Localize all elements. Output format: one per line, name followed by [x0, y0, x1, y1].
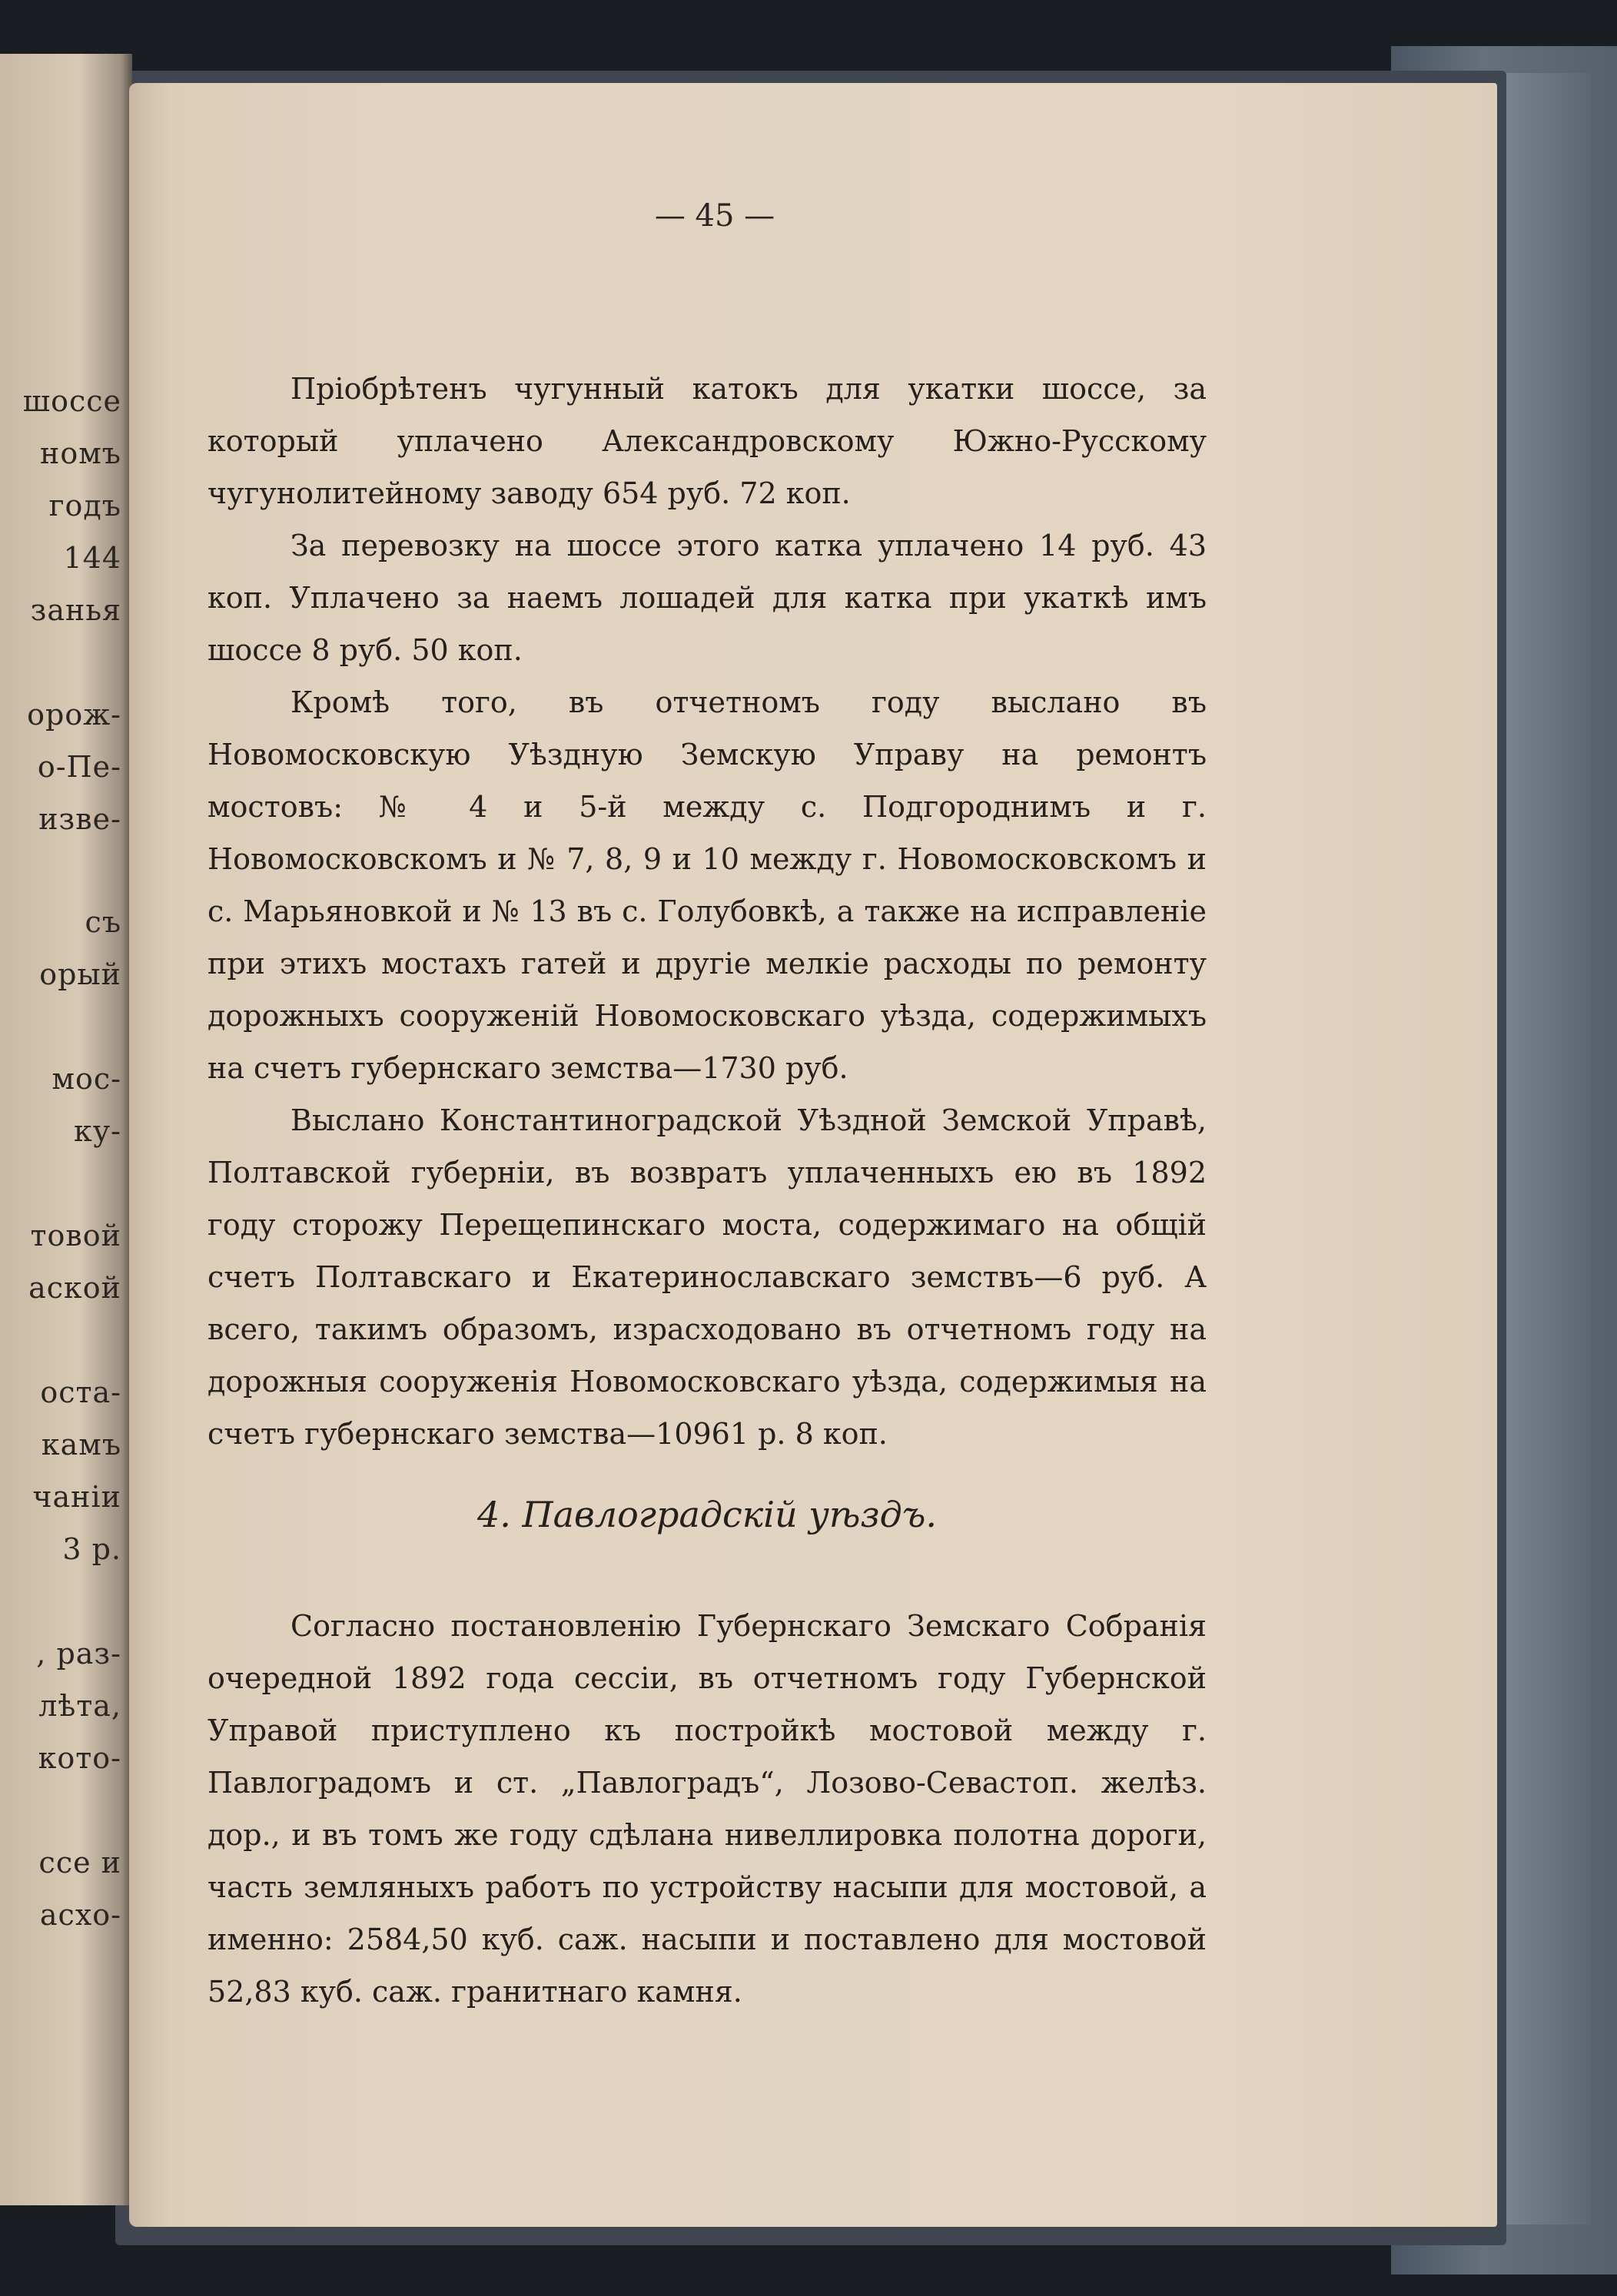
left-page-fragment: занья	[30, 593, 121, 627]
left-page-fragment: номъ	[40, 436, 121, 470]
paragraph: Кромѣ того, въ отчетномъ году выслано въ Новомосковскую Уѣздную Земскую Управу на ремонтъ мостовъ: № 4 и 5-й между с. Подгороднимъ и г. Новомосковскомъ и № 7, 8, 9 и 10 между г. Новомосковскомъ и с. Марьяновкой и № 13 въ с. Голубовкѣ, а также на исправленіе при этихъ мостахъ гатей и другіе мелкіе расходы по ремонту дорожныхъ сооруженій Новомосковскаго уѣзда, содержимыхъ на счетъ губернскаго земства—1730 руб.	[208, 685, 1207, 1085]
paragraph: Пріобрѣтенъ чугунный катокъ для укатки шоссе, за который уплачено Александровскому Южно-Русскому чугунолитейному заводу 654 руб. 72 коп.	[208, 372, 1207, 510]
left-page-fragment: шоссе	[22, 384, 121, 418]
left-page-fragment: товой	[30, 1219, 121, 1253]
left-page-fragment: кото-	[38, 1741, 121, 1775]
left-page	[0, 54, 132, 2205]
left-page-fragment: асхо-	[39, 1898, 121, 1932]
book-cover-edge	[1499, 73, 1591, 2225]
left-page-fragment: лѣта,	[38, 1689, 121, 1723]
paragraph: Согласно постановленію Губернскаго Земскаго Собранія очередной 1892 года сессіи, въ отчетномъ году Губернской Управой приступлено къ постройкѣ мостовой между г. Павлоградомъ и ст. „Павлоградъ“, Лозово-Севастоп. желѣз. дор., и въ томъ же году сдѣлана нивеллировка полотна дороги, часть земляныхъ работъ по устройству насыпи для мостовой, а именно: 2584,50 куб. саж. насыпи и поставлено для мостовой 52,83 куб. саж. гранитнаго камня.	[208, 1609, 1207, 2009]
left-page-fragment: изве-	[38, 802, 121, 836]
section-body	[208, 363, 1207, 1460]
section-body-2	[208, 1600, 1207, 2018]
left-page-fragment: ссе и	[38, 1846, 121, 1880]
left-page-fragment: ку-	[74, 1114, 121, 1148]
left-page-fragment: орож-	[27, 698, 121, 732]
left-page-fragment: чаніи	[32, 1480, 121, 1514]
left-page-fragment: камъ	[41, 1428, 121, 1462]
left-page-fragment: , раз-	[36, 1637, 121, 1671]
left-page-fragment: о-Пе-	[37, 750, 121, 784]
left-page-fragment: аской	[28, 1271, 121, 1305]
left-page-fragment: 3 р.	[62, 1532, 121, 1566]
left-page-fragment: мос-	[51, 1062, 121, 1096]
left-page-fragment: съ	[85, 905, 121, 939]
left-page-fragment: оста-	[40, 1375, 121, 1409]
left-page-fragment: годъ	[48, 489, 121, 523]
left-page-fragment: орый	[39, 957, 121, 991]
paragraph: Выслано Константиноградской Уѣздной Земской Управѣ, Полтавской губерніи, въ возвратъ уплаченныхъ ею въ 1892 году сторожу Перещепинскаго моста, содержимаго на общій счетъ Полтавскаго и Екатеринославскаго земствъ—6 руб. А всего, такимъ образомъ, израсходовано въ отчетномъ году на дорожныя сооруженія Новомосковскаго уѣзда, содержимыя на счетъ губернскаго земства—10961 р. 8 коп.	[208, 1103, 1207, 1451]
page-number: — 45 —	[654, 198, 775, 234]
paragraph: За перевозку на шоссе этого катка уплачено 14 руб. 43 коп. Уплачено за наемъ лошадей для катка при укаткѣ имъ шоссе 8 руб. 50 коп.	[208, 529, 1207, 667]
section-heading: 4. Павлоградскій уѣздъ.	[476, 1494, 938, 1535]
left-page-fragment: 144	[63, 541, 121, 575]
